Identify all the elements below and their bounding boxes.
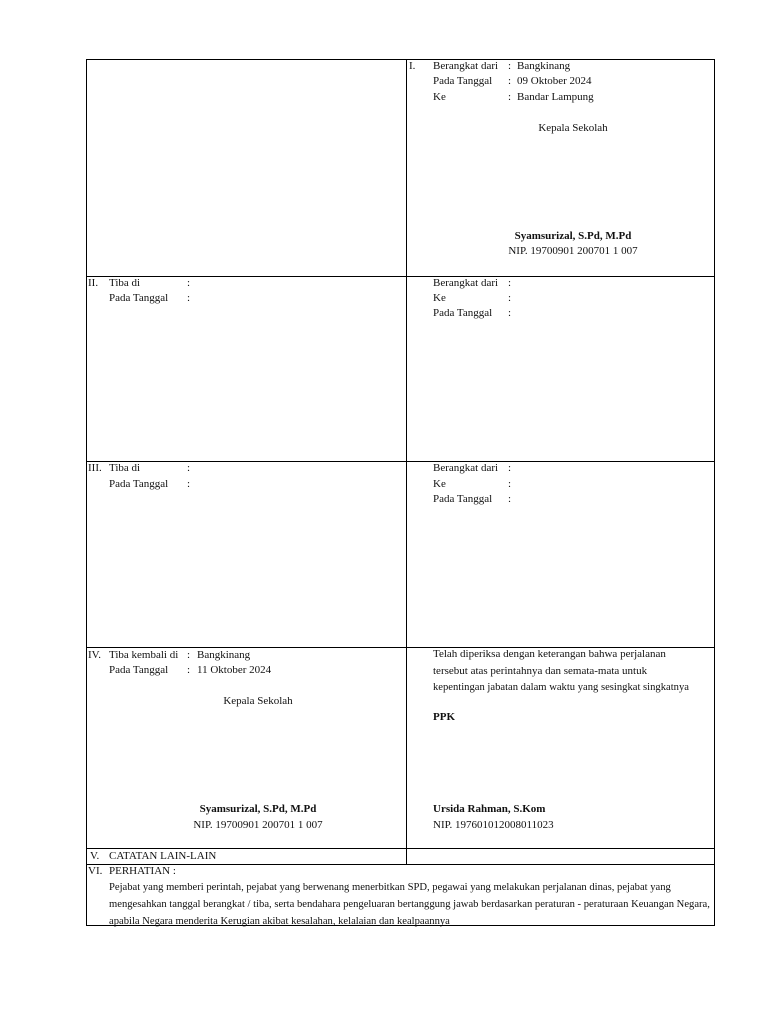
sec1-nip: NIP. 19700901 200701 1 007 [508,245,638,257]
sec4-ppk-nip: NIP. 197601012008011023 [433,819,554,831]
sec1-number: I. [409,60,416,72]
sec1-to-value: Bandar Lampung [517,91,594,103]
column-divider [406,59,407,865]
sec1-depart-value: Bangkinang [517,60,571,72]
sec3-depart-colon: : [508,462,512,474]
sec5-number: V. [90,850,100,862]
sec2-number: II. [88,277,99,289]
sec5-label: CATATAN LAIN-LAIN [109,850,217,862]
sec3-depart-label: Berangkat dari [433,462,499,474]
sec4-return-label: Tiba kembali di [109,649,179,661]
sec1-depart-label: Berangkat dari [433,60,499,72]
sec6-notice-text: Pejabat yang memberi perintah, pejabat yang berwenang menerbitkan SPD, pegawai yang melakukan perjalanan dinas, pejabat yang mengesahkan tanggal berangkat / tiba, serta bendahara pengeluaran bertanggung jawab berdasarkan peraturan - peraturaan Keuangan Negara, apabila Negara menderita Kerugian akibat kesalahan, kelalaian dan kealpaannya [109,882,710,927]
sec3-to-label: Ke [433,478,446,490]
sec3-number: III. [88,462,102,474]
sec4-return-colon: : [187,649,191,661]
sec4-title: Kepala Sekolah [223,695,293,707]
sec4-return-value: Bangkinang [197,649,251,661]
form-frame [86,59,715,926]
sec3-date-label: Pada Tanggal [109,478,169,490]
sec1-date-value: 09 Oktober 2024 [517,75,592,87]
sec1-depart-colon: : [508,60,512,72]
sec2-depart-colon: : [508,277,512,289]
sec1-date-label: Pada Tanggal [433,75,493,87]
sec4-ppk-signer: Ursida Rahman, S.Kom [433,803,546,815]
sec4-number: IV. [88,649,101,661]
sec4-date-label: Pada Tanggal [109,664,169,676]
sec1-to-colon: : [508,91,512,103]
sec3-date2-colon: : [508,493,512,505]
sec2-date2-label: Pada Tanggal [433,307,493,319]
sec6-label: PERHATIAN : [109,865,176,877]
sec4-nip: NIP. 19700901 200701 1 007 [193,819,323,831]
row-divider-2 [86,461,715,462]
sec4-signer: Syamsurizal, S.Pd, M.Pd [199,803,317,815]
row-divider-1 [86,276,715,277]
sec2-arrive-colon: : [187,277,191,289]
sec2-date2-colon: : [508,307,512,319]
sec4-date-value: 11 Oktober 2024 [197,664,272,676]
sec3-date-colon: : [187,478,191,490]
sec4-check-line-3: kepentingan jabatan dalam waktu yang sesingkat singkatnya [433,682,689,693]
sec2-to-label: Ke [433,292,446,304]
sec3-date2-label: Pada Tanggal [433,493,493,505]
sec3-to-colon: : [508,478,512,490]
sec6-number: VI. [88,865,103,877]
sec1-title: Kepala Sekolah [538,122,608,134]
sec4-ppk-label: PPK [433,711,455,723]
row-divider-5 [86,864,715,865]
sec4-check-line-1: Telah diperiksa dengan keterangan bahwa perjalanan [433,648,666,660]
sec2-date-label: Pada Tanggal [109,292,169,304]
sec2-arrive-label: Tiba di [109,277,141,289]
sec3-arrive-label: Tiba di [109,462,141,474]
sec1-to-label: Ke [433,91,446,103]
sec2-depart-label: Berangkat dari [433,277,499,289]
sec2-date-colon: : [187,292,191,304]
sec2-to-colon: : [508,292,512,304]
sec4-check-line-2: tersebut atas perintahnya dan semata-mata untuk [433,665,648,677]
sec3-arrive-colon: : [187,462,191,474]
sec1-date-colon: : [508,75,512,87]
sec1-signer: Syamsurizal, S.Pd, M.Pd [514,230,632,242]
sec4-date-colon: : [187,664,191,676]
